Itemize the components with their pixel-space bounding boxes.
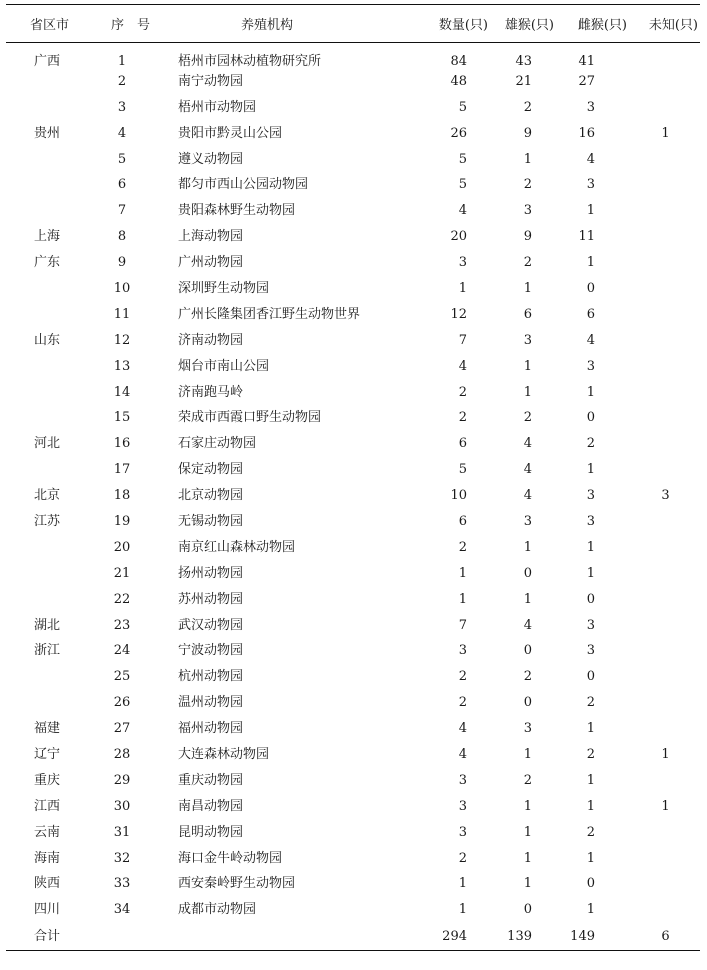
cell-female: 2 (586, 436, 595, 452)
cell-province: 江苏 (34, 513, 61, 529)
cell-male: 2 (523, 410, 532, 426)
cell-unknown: 1 (661, 125, 670, 141)
cell-province (6, 560, 84, 586)
table-row (6, 327, 700, 353)
cell-unknown (627, 146, 700, 172)
cell-province: 江西 (34, 798, 61, 814)
table-row (6, 560, 700, 586)
cell-province: 北京 (34, 488, 61, 504)
cell-province: 云南 (34, 824, 61, 840)
cell-seq: 5 (117, 151, 127, 167)
total-count: 294 (442, 929, 467, 945)
cell-institution: 石家庄动物园 (178, 436, 257, 452)
cell-count: 1 (458, 902, 467, 918)
cell-female: 0 (586, 591, 595, 607)
table-row (6, 68, 700, 94)
total-unknown: 6 (661, 929, 670, 945)
cell-male: 1 (523, 824, 532, 840)
cell-male: 1 (523, 539, 532, 555)
cell-province: 四川 (34, 902, 61, 918)
cell-count: 1 (458, 876, 467, 892)
cell-female: 1 (586, 902, 595, 918)
cell-institution: 广州长隆集团香江野生动物世界 (178, 306, 361, 322)
cell-count: 5 (458, 177, 467, 193)
cell-female: 0 (586, 410, 595, 426)
cell-female: 1 (586, 565, 595, 581)
cell-male: 1 (523, 591, 532, 607)
cell-count: 4 (458, 358, 467, 374)
cell-female: 1 (586, 539, 595, 555)
table-row (6, 250, 700, 276)
cell-institution: 梧州市动物园 (178, 99, 257, 115)
cell-unknown (627, 819, 700, 845)
header-male: 雄猴(只) (504, 18, 554, 33)
cell-male: 3 (523, 513, 532, 529)
cell-count: 26 (450, 125, 467, 141)
cell-seq: 2 (117, 73, 127, 89)
cell-province (6, 457, 84, 483)
table-row (6, 664, 700, 690)
cell-institution: 苏州动物园 (178, 591, 244, 607)
table-row (6, 301, 700, 327)
cell-female: 2 (586, 746, 595, 762)
cell-count: 2 (458, 384, 467, 400)
cell-seq: 27 (113, 721, 131, 737)
table-row (6, 767, 700, 793)
cell-unknown (627, 250, 700, 276)
cell-female: 2 (586, 824, 595, 840)
cell-institution: 温州动物园 (178, 695, 244, 711)
cell-count: 3 (458, 255, 467, 271)
cell-province: 广西 (34, 54, 61, 70)
table-row (6, 353, 700, 379)
table-row (6, 690, 700, 716)
cell-unknown (627, 638, 700, 664)
cell-count: 48 (450, 73, 467, 89)
cell-seq: 31 (113, 824, 131, 840)
cell-province (6, 379, 84, 405)
table-row (6, 638, 700, 664)
cell-unknown (627, 405, 700, 431)
cell-seq: 15 (113, 410, 131, 426)
cell-count: 2 (458, 850, 467, 866)
cell-male: 43 (515, 54, 532, 70)
cell-female: 1 (586, 798, 595, 814)
cell-unknown (627, 897, 700, 923)
cell-count: 4 (458, 721, 467, 737)
header-seq: 序 号 (111, 18, 151, 33)
table-row (6, 586, 700, 612)
cell-province (6, 198, 84, 224)
cell-female: 1 (586, 255, 595, 271)
cell-seq: 9 (117, 255, 127, 271)
cell-seq: 16 (113, 436, 131, 452)
table-header (6, 5, 700, 43)
table-row (6, 431, 700, 457)
cell-seq: 34 (113, 902, 131, 918)
table-row (6, 94, 700, 120)
cell-count: 4 (458, 203, 467, 219)
cell-female: 41 (578, 54, 595, 70)
cell-male: 3 (523, 721, 532, 737)
cell-male: 21 (515, 73, 532, 89)
cell-institution: 广州动物园 (178, 255, 244, 271)
cell-unknown (627, 198, 700, 224)
cell-count: 84 (450, 54, 467, 70)
cell-seq: 11 (113, 306, 131, 322)
cell-unknown (627, 612, 700, 638)
cell-institution: 武汉动物园 (178, 617, 244, 633)
cell-institution: 北京动物园 (178, 488, 244, 504)
cell-unknown (627, 172, 700, 198)
cell-province: 上海 (34, 229, 61, 245)
cell-male: 0 (523, 902, 532, 918)
cell-male: 2 (523, 177, 532, 193)
cell-female: 3 (586, 643, 595, 659)
cell-count: 1 (458, 565, 467, 581)
cell-count: 5 (458, 462, 467, 478)
cell-unknown (627, 43, 700, 69)
cell-unknown (627, 301, 700, 327)
cell-institution: 成都市动物园 (178, 902, 257, 918)
cell-female: 3 (586, 617, 595, 633)
cell-institution: 荣成市西霞口野生动物园 (178, 410, 322, 426)
cell-count: 3 (458, 824, 467, 840)
cell-institution: 贵阳森林野生动物园 (178, 203, 296, 219)
cell-seq: 25 (113, 669, 131, 685)
cell-female: 1 (586, 462, 595, 478)
header-institution: 养殖机构 (241, 18, 294, 33)
cell-female: 4 (586, 332, 595, 348)
cell-count: 3 (458, 772, 467, 788)
cell-institution: 重庆动物园 (178, 772, 244, 788)
cell-province: 辽宁 (34, 746, 61, 762)
cell-seq: 21 (113, 565, 131, 581)
table-row (6, 146, 700, 172)
cell-male: 0 (523, 695, 532, 711)
total-seq-empty (84, 923, 160, 951)
cell-province (6, 586, 84, 612)
cell-institution: 遵义动物园 (178, 151, 244, 167)
table-row (6, 457, 700, 483)
cell-female: 0 (586, 876, 595, 892)
cell-female: 0 (586, 669, 595, 685)
cell-count: 3 (458, 643, 467, 659)
cell-unknown (627, 431, 700, 457)
cell-institution: 南京红山森林动物园 (178, 539, 296, 555)
table-row (6, 405, 700, 431)
cell-female: 1 (586, 721, 595, 737)
cell-province: 浙江 (34, 643, 61, 659)
cell-male: 4 (523, 436, 532, 452)
cell-unknown (627, 690, 700, 716)
cell-female: 1 (586, 203, 595, 219)
cell-seq: 29 (113, 772, 131, 788)
cell-male: 9 (523, 125, 532, 141)
cell-unknown (627, 68, 700, 94)
table-row (6, 534, 700, 560)
cell-unknown (627, 871, 700, 897)
cell-count: 6 (458, 513, 467, 529)
cell-seq: 18 (113, 488, 131, 504)
cell-male: 0 (523, 565, 532, 581)
cell-institution: 贵阳市黔灵山公园 (178, 125, 283, 141)
cell-seq: 28 (113, 746, 131, 762)
cell-institution: 大连森林动物园 (178, 746, 270, 762)
cell-unknown (627, 457, 700, 483)
header-unknown: 未知(只) (648, 18, 698, 33)
cell-institution: 深圳野生动物园 (178, 280, 270, 296)
cell-unknown: 3 (661, 488, 670, 504)
table-row (6, 198, 700, 224)
cell-seq: 30 (113, 798, 131, 814)
cell-unknown (627, 767, 700, 793)
cell-province: 福建 (34, 721, 61, 737)
table-row (6, 172, 700, 198)
cell-province: 重庆 (34, 772, 61, 788)
cell-count: 4 (458, 746, 467, 762)
cell-province (6, 353, 84, 379)
table-row (6, 716, 700, 742)
cell-unknown (627, 327, 700, 353)
cell-female: 6 (586, 306, 595, 322)
cell-province (6, 68, 84, 94)
table-row (6, 793, 700, 819)
cell-institution: 梧州市园林动植物研究所 (178, 54, 322, 70)
cell-seq: 3 (117, 99, 127, 115)
cell-institution: 济南跑马岭 (178, 384, 244, 400)
cell-seq: 12 (113, 332, 131, 348)
cell-institution: 上海动物园 (178, 229, 244, 245)
cell-male: 2 (523, 669, 532, 685)
cell-count: 2 (458, 539, 467, 555)
cell-province: 陕西 (34, 876, 61, 892)
cell-count: 2 (458, 410, 467, 426)
cell-seq: 14 (113, 384, 131, 400)
cell-male: 1 (523, 280, 532, 296)
cell-male: 4 (523, 617, 532, 633)
cell-institution: 西安秦岭野生动物园 (178, 876, 296, 892)
cell-province: 广东 (34, 255, 61, 271)
cell-male: 1 (523, 876, 532, 892)
cell-count: 5 (458, 99, 467, 115)
cell-unknown: 1 (661, 746, 670, 762)
cell-institution: 宁波动物园 (178, 643, 244, 659)
cell-female: 11 (578, 229, 595, 245)
header-female: 雌猴(只) (577, 18, 627, 33)
table-row (6, 276, 700, 302)
cell-seq: 24 (113, 643, 131, 659)
cell-province (6, 664, 84, 690)
cell-female: 3 (586, 513, 595, 529)
cell-institution: 福州动物园 (178, 721, 244, 737)
cell-count: 3 (458, 798, 467, 814)
cell-seq: 22 (113, 591, 131, 607)
cell-seq: 32 (113, 850, 131, 866)
cell-unknown: 1 (661, 798, 670, 814)
cell-province: 河北 (34, 436, 61, 452)
cell-male: 2 (523, 255, 532, 271)
cell-female: 27 (578, 73, 595, 89)
cell-seq: 26 (113, 695, 131, 711)
cell-province (6, 146, 84, 172)
cell-male: 1 (523, 850, 532, 866)
cell-institution: 扬州动物园 (178, 565, 244, 581)
cell-seq: 1 (117, 54, 127, 70)
cell-province: 贵州 (34, 125, 61, 141)
table-row (6, 819, 700, 845)
cell-unknown (627, 664, 700, 690)
cell-province: 海南 (34, 850, 61, 866)
cell-count: 10 (450, 488, 467, 504)
total-female: 149 (570, 929, 595, 945)
cell-female: 1 (586, 772, 595, 788)
table-body (6, 43, 700, 951)
cell-male: 3 (523, 332, 532, 348)
cell-male: 9 (523, 229, 532, 245)
cell-female: 4 (586, 151, 595, 167)
cell-female: 16 (578, 125, 595, 141)
table-row (6, 897, 700, 923)
cell-male: 1 (523, 798, 532, 814)
table-row (6, 379, 700, 405)
cell-seq: 6 (117, 177, 127, 193)
cell-institution: 南昌动物园 (178, 798, 244, 814)
cell-province (6, 276, 84, 302)
cell-male: 4 (523, 462, 532, 478)
cell-seq: 8 (117, 229, 127, 245)
total-male: 139 (507, 929, 532, 945)
cell-male: 4 (523, 488, 532, 504)
cell-male: 6 (523, 306, 532, 322)
cell-seq: 23 (113, 617, 131, 633)
cell-count: 5 (458, 151, 467, 167)
cell-seq: 17 (113, 462, 131, 478)
cell-count: 1 (458, 280, 467, 296)
cell-count: 12 (450, 306, 467, 322)
cell-institution: 烟台市南山公园 (178, 358, 270, 374)
cell-institution: 无锡动物园 (178, 513, 244, 529)
cell-female: 1 (586, 384, 595, 400)
cell-male: 2 (523, 772, 532, 788)
cell-female: 3 (586, 488, 595, 504)
cell-count: 1 (458, 591, 467, 607)
cell-institution: 济南动物园 (178, 332, 244, 348)
total-label: 合计 (34, 929, 61, 945)
cell-unknown (627, 534, 700, 560)
cell-female: 0 (586, 280, 595, 296)
cell-unknown (627, 586, 700, 612)
cell-female: 3 (586, 358, 595, 374)
cell-unknown (627, 353, 700, 379)
table-row (6, 509, 700, 535)
cell-seq: 13 (113, 358, 131, 374)
cell-female: 3 (586, 177, 595, 193)
cell-seq: 4 (117, 125, 127, 141)
cell-province: 山东 (34, 332, 61, 348)
cell-unknown (627, 224, 700, 250)
cell-unknown (627, 716, 700, 742)
cell-institution: 保定动物园 (178, 462, 244, 478)
cell-unknown (627, 560, 700, 586)
cell-female: 2 (586, 695, 595, 711)
table-row (6, 43, 700, 69)
total-row (6, 923, 700, 951)
cell-province (6, 94, 84, 120)
cell-institution: 杭州动物园 (178, 669, 244, 685)
cell-province (6, 405, 84, 431)
cell-male: 0 (523, 643, 532, 659)
cell-male: 1 (523, 151, 532, 167)
cell-male: 1 (523, 746, 532, 762)
cell-count: 6 (458, 436, 467, 452)
cell-count: 20 (450, 229, 467, 245)
cell-count: 7 (458, 332, 467, 348)
cell-seq: 33 (113, 876, 131, 892)
header-province: 省区市 (30, 18, 70, 33)
captive-institutions-table (6, 4, 700, 951)
cell-male: 2 (523, 99, 532, 115)
cell-male: 3 (523, 203, 532, 219)
header-count: 数量(只) (438, 18, 488, 33)
header-row (6, 5, 700, 43)
cell-province (6, 690, 84, 716)
cell-unknown (627, 276, 700, 302)
cell-count: 2 (458, 669, 467, 685)
cell-unknown (627, 509, 700, 535)
cell-count: 7 (458, 617, 467, 633)
cell-count: 2 (458, 695, 467, 711)
table-row (6, 483, 700, 509)
cell-institution: 都匀市西山公园动物园 (178, 177, 309, 193)
cell-province (6, 534, 84, 560)
table-row (6, 612, 700, 638)
table-row (6, 742, 700, 768)
cell-female: 1 (586, 850, 595, 866)
table-row (6, 120, 700, 146)
cell-seq: 20 (113, 539, 131, 555)
cell-province: 湖北 (34, 617, 61, 633)
cell-institution: 昆明动物园 (178, 824, 244, 840)
cell-province (6, 301, 84, 327)
cell-seq: 7 (117, 203, 127, 219)
cell-male: 1 (523, 384, 532, 400)
cell-unknown (627, 94, 700, 120)
total-institution-empty (160, 923, 403, 951)
cell-province (6, 172, 84, 198)
cell-unknown (627, 379, 700, 405)
cell-institution: 南宁动物园 (178, 73, 244, 89)
cell-institution: 海口金牛岭动物园 (178, 850, 283, 866)
cell-unknown (627, 845, 700, 871)
table-row (6, 845, 700, 871)
cell-seq: 19 (113, 513, 131, 529)
cell-male: 1 (523, 358, 532, 374)
cell-seq: 10 (113, 280, 131, 296)
table-row (6, 224, 700, 250)
cell-female: 3 (586, 99, 595, 115)
table-row (6, 871, 700, 897)
